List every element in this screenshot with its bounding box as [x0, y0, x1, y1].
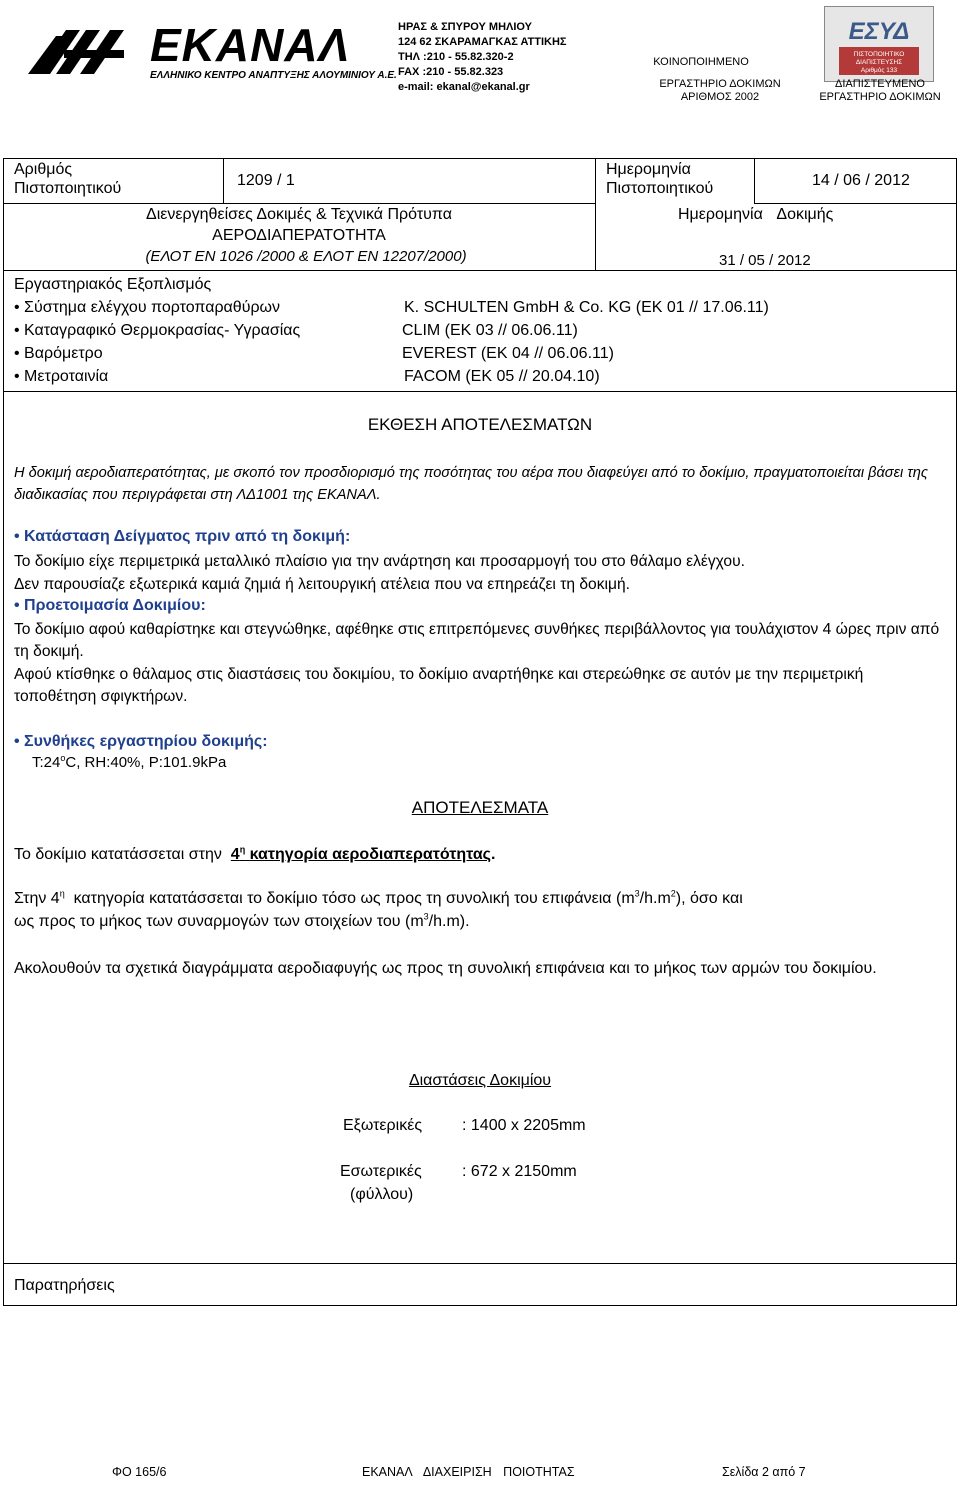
table-divider: [3, 270, 957, 271]
ekanal-logo-mark: [26, 22, 146, 84]
tests-label: Διενεργηθείσες Δοκιμές & Τεχνικά Πρότυπα: [146, 206, 452, 223]
accredited-line-2: ΕΡΓΑΣΤΗΡΙΟ ΔΟΚΙΜΩΝ: [819, 91, 941, 103]
equipment-item: • Καταγραφικό Θερμοκρασίας- Υγρασίας: [14, 322, 301, 339]
lab-number: [645, 78, 795, 104]
certificate-number-value: 1209 / 1: [237, 172, 295, 189]
esyd-logo-line: ΠΙΣΤΟΠΟΙΗΤΙΚΟ: [853, 51, 905, 58]
equipment-item: • Βαρόμετρο: [14, 345, 103, 362]
ekanal-logo-subtitle: ΕΛΛΗΝΙΚΟ ΚΕΝΤΡΟ ΑΝΑΠΤΥΞΗΣ ΑΛΟΥΜΙΝΙΟΥ Α.Ε.: [150, 70, 397, 81]
prep-text-2: Αφού κτίσθηκε ο θάλαμος στις διαστάσεις του δοκιμίου, το δοκίμιο αναρτήθηκε και στερεώθηκε σε αυτόν με την περιμετρική τοποθέτηση σφιγκτήρων.: [14, 666, 864, 706]
table-divider: [3, 391, 957, 392]
state-heading: • Κατάσταση Δείγματος πριν από τη δοκιμή:: [14, 528, 351, 545]
esyd-logo-line: ΔΙΑΠΙΣΤΕΥΣΗΣ: [855, 59, 903, 66]
certificate-number-label: Αριθμός: [14, 161, 73, 178]
inner-dims-value: : 672 x 2150mm: [462, 1163, 577, 1180]
equipment-detail: EVEREST (ΕΚ 04 // 06.06.11): [402, 345, 614, 362]
conditions-values: T:24$^o$C, RH:40%, P:101.9kPa: [32, 753, 227, 771]
accredited-line-1: ΔΙΑΠΙΣΤΕΥΜΕΝΟ: [835, 78, 925, 90]
results-title: ΑΠΟΤΕΛΕΣΜΑΤΑ: [411, 798, 549, 817]
table-divider: [3, 203, 595, 204]
surface-text-2: ως προς το μήκος των συναρμογών των στοιχείων του $(m^3/h.m)$.: [14, 911, 470, 930]
esyd-logo-text: ΕΣΥΔ: [848, 18, 910, 45]
certificate-date-label-2: Πιστοποιητικού: [606, 180, 714, 197]
remarks-divider: [3, 1263, 957, 1264]
prep-heading: • Προετοιμασία Δοκιμίου:: [14, 597, 206, 614]
lab-line-1: ΕΡΓΑΣΤΗΡΙΟ ΔΟΚΙΜΩΝ: [659, 78, 781, 90]
equipment-item: • Σύστημα ελέγχου πορτοπαραθύρων: [14, 299, 281, 316]
esyd-accreditation-logo: [824, 6, 934, 82]
inner-dims-label: Εσωτερικές: [340, 1163, 422, 1180]
classification-text: Το δοκίμιο κατατάσσεται στην $4^\eta$ κατηγορία αεροδιαπερατότητας.: [14, 844, 496, 863]
footer-company: ΕΚΑΝΑΛ ΔΙΑΧΕΙΡΙΣΗ ΠΟΙΟΤΗΤΑΣ: [362, 1465, 575, 1479]
equipment-item: • Μετροταινία: [14, 368, 109, 385]
table-divider: [754, 158, 755, 203]
address-line: 124 62 ΣΚΑΡΑΜΑΓΚΑΣ ΑΤΤΙΚΗΣ: [398, 36, 567, 48]
certificate-date-value: 14 / 06 / 2012: [812, 172, 910, 189]
lab-line-2: ΑΡΙΘΜΟΣ 2002: [680, 91, 760, 103]
certificate-date-label: Ημερομηνία: [606, 161, 691, 178]
notified-label: ΚΟΙΝΟΠΟΙΗΜΕΝΟ: [653, 56, 749, 68]
equipment-detail: FACOM (ΕΚ 05 // 20.04.10): [404, 368, 600, 385]
prep-text-1: Το δοκίμιο αφού καθαρίστηκε και στεγνώθηκε, αφέθηκε στις επιτρεπόμενες συνθήκες περιβάλλοντος για τουλάχιστον 4 ώρες πριν από τη δοκιμή.: [14, 621, 940, 661]
address-line: ΤΗΛ :210 - 55.82.320-2: [398, 51, 514, 63]
state-text-2: Δεν παρουσίαζε εξωτερικά καμιά ζημιά ή λειτουργική ατέλεια που να επηρεάζει τη δοκιμή.: [14, 576, 630, 593]
equipment-detail: K. SCHULTEN GmbH & Co. KG (ΕΚ 01 // 17.06.11): [404, 299, 769, 316]
outer-dims-label: Εξωτερικές: [343, 1117, 423, 1134]
certificate-number-label-2: Πιστοποιητικού: [14, 180, 122, 197]
test-name: ΑΕΡΟΔΙΑΠΕΡΑΤΟΤΗΤΑ: [212, 227, 386, 244]
dimensions-title: Διαστάσεις Δοκιμίου: [408, 1072, 552, 1089]
footer-page: Σελίδα 2 από 7: [722, 1465, 806, 1479]
ekanal-logo-text: ΕΚΑΝΑΛ: [150, 19, 351, 71]
outer-dims-value: : 1400 x 2205mm: [462, 1117, 586, 1134]
report-intro: Η δοκιμή αεροδιαπερατότητας, με σκοπό τον προσδιορισμό της ποσότητας του αέρα που διαφεύγει από το δοκίμιο, πραγματοποιείται βάσει της διαδικασίας που περιγράφεται στη ΛΔ1001 της ΕΚΑΝΑΛ.: [14, 465, 928, 503]
esyd-logo-line: Αριθμός 133: [860, 67, 898, 74]
remarks-label: Παρατηρήσεις: [14, 1277, 115, 1294]
table-divider: [754, 203, 957, 204]
conditions-heading: • Συνθήκες εργαστηρίου δοκιμής:: [14, 733, 268, 750]
state-text-1: Το δοκίμιο είχε περιμετρικά μεταλλικό πλαίσιο για την ανάρτηση και προσαρμογή του στο θάλαμο ελέγχου.: [14, 553, 745, 570]
report-title: ΕΚΘΕΣΗ ΑΠΟΤΕΛΕΣΜΑΤΩΝ: [367, 415, 593, 434]
address-line: FAX :210 - 55.82.323: [398, 66, 504, 78]
test-date-label: Ημερομηνία Δοκιμής: [678, 206, 834, 223]
table-divider: [223, 158, 224, 203]
inner-dims-label-2: (φύλλου): [350, 1186, 414, 1203]
address-line: ΗΡΑΣ & ΣΠΥΡΟΥ ΜΗΛΙΟΥ: [398, 21, 533, 33]
accredited-lab: [800, 78, 960, 104]
diagrams-text: Ακολουθούν τα σχετικά διαγράμματα αεροδιαφυγής ως προς τη συνολική επιφάνεια και το μήκος των αρμών του δοκιμίου.: [14, 960, 877, 977]
test-date-value: 31 / 05 / 2012: [719, 252, 811, 269]
footer-code: ΦΟ 165/6: [112, 1465, 167, 1479]
company-address: [398, 20, 567, 95]
address-line: e-mail: ekanal@ekanal.gr: [398, 81, 530, 93]
equipment-detail: CLIM (ΕΚ 03 // 06.06.11): [402, 322, 578, 339]
equipment-title: Εργαστηριακός Εξοπλισμός: [14, 276, 212, 293]
test-standards: (ΕΛΟΤ ΕΝ 1026 /2000 & ΕΛΟΤ ΕΝ 12207/2000): [145, 248, 467, 265]
surface-text: Στην $4^\eta$ κατηγορία κατατάσσεται το δοκίμιο τόσο ως προς τη συνολική του επιφάνεια $(m^3/h.m^2)$, όσο και: [14, 888, 743, 907]
